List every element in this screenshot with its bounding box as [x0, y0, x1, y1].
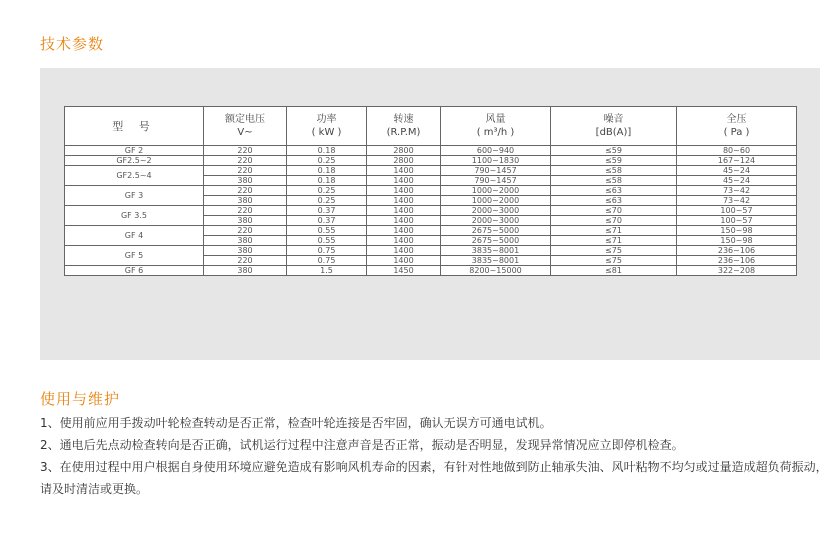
cell-noise: ≤75 — [551, 256, 677, 266]
table-row — [65, 266, 797, 276]
table-row — [65, 166, 797, 176]
table-row — [65, 186, 797, 196]
cell-noise: ≤59 — [551, 156, 677, 166]
table-row — [65, 226, 797, 236]
cell-noise: ≤70 — [551, 216, 677, 226]
cell-power: 0.25 — [287, 196, 367, 206]
cell-pressure: 45~24 — [677, 166, 797, 176]
cell-power: 0.55 — [287, 236, 367, 246]
cell-speed: 1400 — [367, 176, 441, 186]
specs-table — [64, 106, 797, 276]
usage-item: 3、在使用过程中用户根据自身使用环境应避免造成有影响风机寿命的因素，有针对性地做到防止轴承失油、风叶粘物不均匀或过量造成超负荷振动，请及时清洁或更换。 — [40, 460, 828, 496]
cell-voltage: 380 — [204, 236, 287, 246]
cell-airflow: 1000~2000 — [441, 186, 551, 196]
cell-speed: 2800 — [367, 156, 441, 166]
cell-airflow: 790~1457 — [441, 166, 551, 176]
cell-voltage: 220 — [204, 156, 287, 166]
usage-list — [40, 412, 830, 500]
cell-noise: ≤63 — [551, 186, 677, 196]
cell-power: 0.25 — [287, 156, 367, 166]
cell-voltage: 380 — [204, 196, 287, 206]
cell-power: 1.5 — [287, 266, 367, 276]
cell-speed: 1450 — [367, 266, 441, 276]
cell-speed: 1400 — [367, 236, 441, 246]
cell-power: 0.18 — [287, 166, 367, 176]
cell-airflow: 2675~5000 — [441, 226, 551, 236]
cell-model: GF 5 — [65, 246, 204, 266]
cell-speed: 1400 — [367, 246, 441, 256]
usage-item: 1、使用前应用手拨动叶轮检查转动是否正常，检查叶轮连接是否牢固，确认无误方可通电试机。 — [40, 416, 552, 430]
cell-power: 0.25 — [287, 186, 367, 196]
cell-model: GF 4 — [65, 226, 204, 246]
cell-noise: ≤63 — [551, 196, 677, 206]
cell-airflow: 2000~3000 — [441, 216, 551, 226]
cell-pressure: 236~106 — [677, 256, 797, 266]
header-power: 功率 ( kW ) — [287, 107, 367, 146]
cell-airflow: 2000~3000 — [441, 206, 551, 216]
cell-model: GF2.5~2 — [65, 156, 204, 166]
cell-speed: 1400 — [367, 226, 441, 236]
cell-voltage: 380 — [204, 266, 287, 276]
cell-power: 0.75 — [287, 256, 367, 266]
cell-voltage: 220 — [204, 206, 287, 216]
header-speed: 转速 (R.P.M) — [367, 107, 441, 146]
cell-pressure: 236~106 — [677, 246, 797, 256]
header-voltage: 额定电压 V~ — [204, 107, 287, 146]
cell-voltage: 220 — [204, 256, 287, 266]
cell-speed: 1400 — [367, 256, 441, 266]
cell-voltage: 220 — [204, 146, 287, 156]
cell-voltage: 220 — [204, 226, 287, 236]
cell-pressure: 100~57 — [677, 216, 797, 226]
table-row — [65, 246, 797, 256]
cell-model: GF 6 — [65, 266, 204, 276]
cell-noise: ≤75 — [551, 246, 677, 256]
cell-noise: ≤58 — [551, 166, 677, 176]
cell-pressure: 150~98 — [677, 236, 797, 246]
cell-speed: 1400 — [367, 166, 441, 176]
table-row — [65, 206, 797, 216]
usage-section-title: 使用与维护 — [40, 390, 121, 408]
cell-airflow: 790~1457 — [441, 176, 551, 186]
cell-speed: 1400 — [367, 206, 441, 216]
cell-power: 0.55 — [287, 226, 367, 236]
cell-airflow: 1000~2000 — [441, 196, 551, 206]
cell-power: 0.18 — [287, 176, 367, 186]
cell-pressure: 167~124 — [677, 156, 797, 166]
cell-speed: 1400 — [367, 186, 441, 196]
cell-noise: ≤58 — [551, 176, 677, 186]
cell-pressure: 80~60 — [677, 146, 797, 156]
table-row — [65, 156, 797, 166]
cell-pressure: 100~57 — [677, 206, 797, 216]
cell-voltage: 380 — [204, 216, 287, 226]
header-model: 型 号 — [65, 107, 204, 146]
cell-speed: 1400 — [367, 196, 441, 206]
cell-pressure: 73~42 — [677, 196, 797, 206]
cell-power: 0.18 — [287, 146, 367, 156]
cell-voltage: 380 — [204, 176, 287, 186]
header-pressure: 全压 ( Pa ) — [677, 107, 797, 146]
cell-voltage: 220 — [204, 166, 287, 176]
cell-airflow: 1100~1830 — [441, 156, 551, 166]
cell-speed: 1400 — [367, 216, 441, 226]
cell-airflow: 3835~8001 — [441, 256, 551, 266]
table-header-row — [65, 107, 797, 146]
cell-voltage: 380 — [204, 246, 287, 256]
cell-noise: ≤70 — [551, 206, 677, 216]
cell-model: GF 3.5 — [65, 206, 204, 226]
specs-panel — [40, 68, 820, 360]
cell-pressure: 73~42 — [677, 186, 797, 196]
cell-noise: ≤71 — [551, 236, 677, 246]
table-row — [65, 146, 797, 156]
cell-speed: 2800 — [367, 146, 441, 156]
cell-power: 0.37 — [287, 206, 367, 216]
cell-noise: ≤59 — [551, 146, 677, 156]
cell-airflow: 2675~5000 — [441, 236, 551, 246]
header-airflow: 风量 ( m³/h ) — [441, 107, 551, 146]
cell-airflow: 600~940 — [441, 146, 551, 156]
cell-power: 0.37 — [287, 216, 367, 226]
header-noise: 噪音 [dB(A)] — [551, 107, 677, 146]
usage-item: 2、通电后先点动检查转向是否正确，试机运行过程中注意声音是否正常，振动是否明显，发现异常情况应立即停机检查。 — [40, 438, 684, 452]
cell-model: GF2.5~4 — [65, 166, 204, 186]
cell-noise: ≤71 — [551, 226, 677, 236]
cell-model: GF 3 — [65, 186, 204, 206]
cell-pressure: 322~208 — [677, 266, 797, 276]
cell-power: 0.75 — [287, 246, 367, 256]
cell-voltage: 220 — [204, 186, 287, 196]
cell-airflow: 3835~8001 — [441, 246, 551, 256]
cell-pressure: 150~98 — [677, 226, 797, 236]
cell-model: GF 2 — [65, 146, 204, 156]
cell-pressure: 45~24 — [677, 176, 797, 186]
specs-section-title: 技术参数 — [40, 35, 105, 53]
cell-airflow: 8200~15000 — [441, 266, 551, 276]
cell-noise: ≤81 — [551, 266, 677, 276]
